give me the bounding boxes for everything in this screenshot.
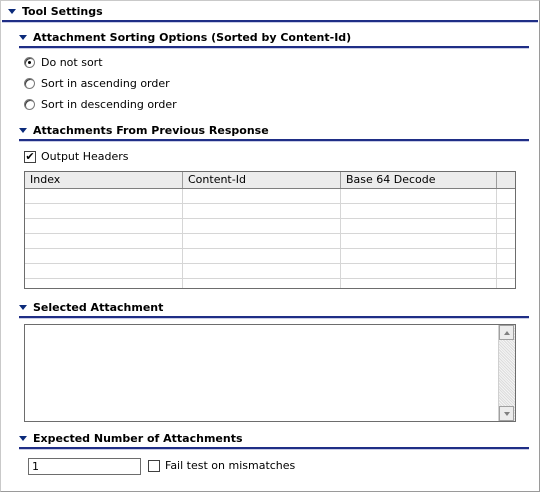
- vertical-scrollbar[interactable]: [498, 325, 515, 421]
- column-header-content-id[interactable]: Content-Id: [183, 172, 341, 188]
- table-row[interactable]: [25, 249, 515, 264]
- checkbox-label: Fail test on mismatches: [165, 459, 296, 472]
- table-row[interactable]: [25, 279, 515, 289]
- section-divider: [19, 139, 529, 141]
- radio-label: Sort in ascending order: [41, 77, 170, 90]
- selected-attachment-textarea[interactable]: [24, 324, 516, 422]
- section-tool-settings[interactable]: [8, 1, 103, 21]
- radio-button[interactable]: [24, 78, 35, 89]
- checkmark-icon[interactable]: ✔: [25, 149, 35, 163]
- section-title: Attachment Sorting Options (Sorted by Content-Id): [33, 30, 352, 44]
- collapse-triangle-icon[interactable]: [8, 9, 16, 14]
- collapse-triangle-icon[interactable]: [19, 128, 27, 133]
- section-divider: [19, 46, 529, 48]
- output-headers-checkbox-row[interactable]: [24, 150, 129, 163]
- radio-button[interactable]: [24, 57, 35, 68]
- radio-button[interactable]: [24, 99, 35, 110]
- arrow-up-icon: [504, 331, 510, 335]
- radio-sort-ascending[interactable]: [24, 77, 170, 90]
- attachments-table[interactable]: [24, 171, 516, 289]
- table-header: [25, 172, 515, 189]
- radio-label: Sort in descending order: [41, 98, 177, 111]
- section-title: Selected Attachment: [33, 300, 164, 314]
- table-row[interactable]: [25, 189, 515, 204]
- radio-label: Do not sort: [41, 56, 103, 69]
- table-row[interactable]: [25, 234, 515, 249]
- column-header-filler: [497, 172, 515, 188]
- collapse-triangle-icon[interactable]: [19, 35, 27, 40]
- radio-sort-descending[interactable]: [24, 98, 177, 111]
- collapse-triangle-icon[interactable]: [19, 436, 27, 441]
- section-divider: [19, 316, 529, 318]
- column-header-index[interactable]: Index: [25, 172, 183, 188]
- checkbox-label: Output Headers: [41, 150, 129, 163]
- section-sorting-options[interactable]: [19, 27, 351, 47]
- fail-on-mismatch-checkbox-row[interactable]: [148, 459, 295, 472]
- section-divider: [2, 20, 538, 22]
- scroll-up-button[interactable]: [499, 325, 514, 340]
- section-selected-attachment[interactable]: [19, 297, 163, 317]
- section-previous-response[interactable]: [19, 120, 269, 140]
- section-expected-count[interactable]: [19, 428, 243, 448]
- collapse-triangle-icon[interactable]: [19, 305, 27, 310]
- table-row[interactable]: [25, 204, 515, 219]
- table-row[interactable]: [25, 219, 515, 234]
- radio-do-not-sort[interactable]: [24, 56, 103, 69]
- section-title: Attachments From Previous Response: [33, 123, 269, 137]
- fail-on-mismatch-checkbox[interactable]: [148, 460, 160, 472]
- scroll-down-button[interactable]: [499, 406, 514, 421]
- section-title: Tool Settings: [22, 4, 103, 18]
- expected-count-input[interactable]: 1: [28, 458, 141, 475]
- section-divider: [19, 447, 529, 449]
- column-header-base64-decode[interactable]: Base 64 Decode: [341, 172, 497, 188]
- section-title: Expected Number of Attachments: [33, 431, 243, 445]
- table-row[interactable]: [25, 264, 515, 279]
- arrow-down-icon: [504, 412, 510, 416]
